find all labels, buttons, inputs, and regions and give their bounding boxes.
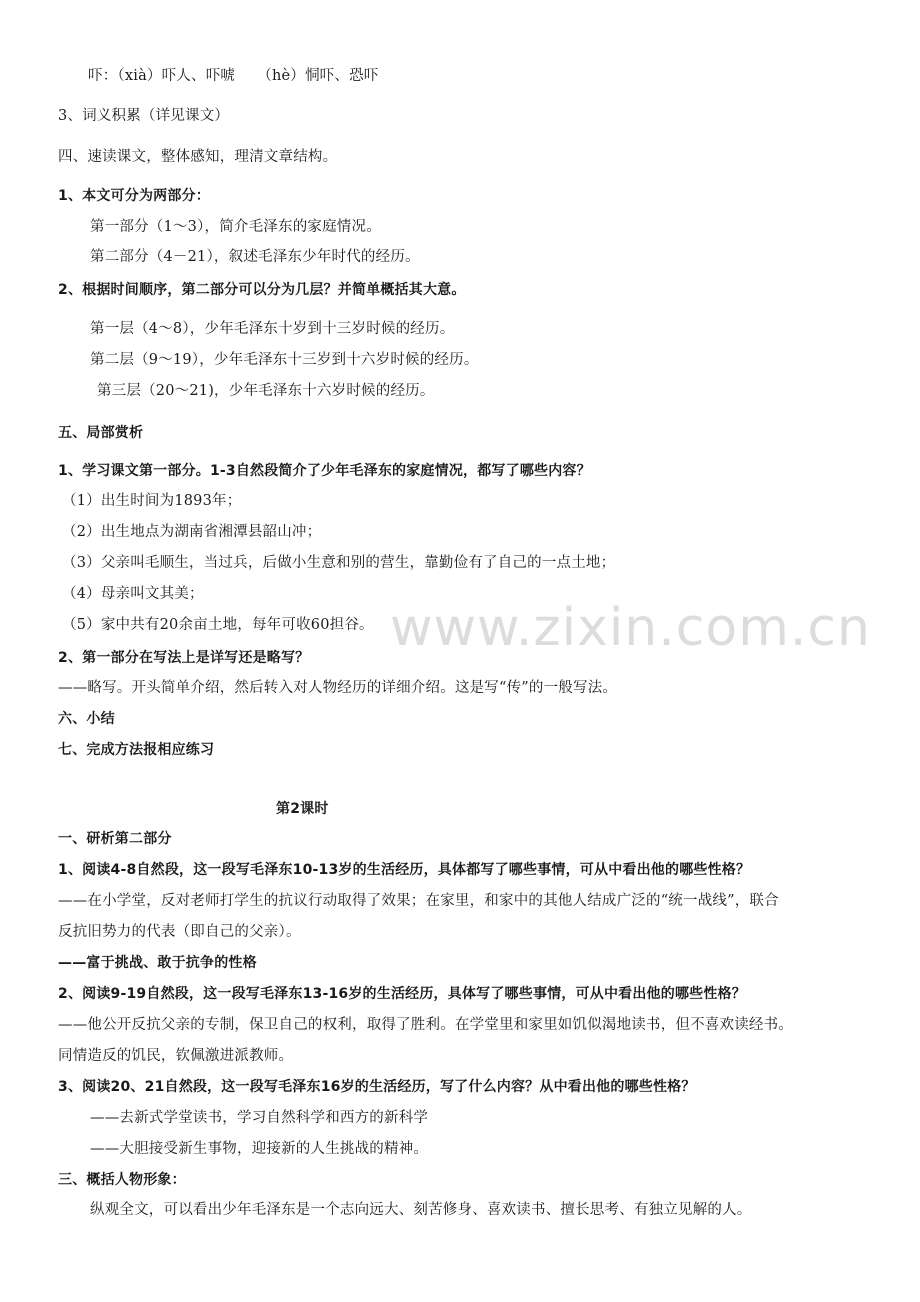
text-line-answer: ——他公开反抗父亲的专制，保卫自己的权利，取得了胜利。在学堂里和家里如饥似渴地读书，但不喜欢读经书。: [58, 1017, 793, 1033]
watermark: www.zixin.com.cn: [390, 598, 871, 658]
section-heading-6: 六、小结: [58, 711, 115, 727]
question-heading-2: 2、根据时间顺序，第二部分可以分为几层？并简单概括其大意。: [58, 282, 466, 298]
question-heading-1: 1、本文可分为两部分：: [58, 188, 210, 204]
text-line-summary: 纵观全文，可以看出少年毛泽东是一个志向远大、刻苦修身、喜欢读书、擅长思考、有独立见解的人。: [90, 1202, 752, 1218]
text-line-answer: 同情造反的饥民，钦佩激进派教师。: [58, 1048, 294, 1064]
section-heading-5: 五、局部赏析: [58, 425, 144, 441]
text-line-pronunciation: 吓：（xià）吓人、吓唬 （hè）恫吓、恐吓: [88, 68, 379, 84]
question-heading-5: 1、阅读4-8自然段，这一段写毛泽东10-13岁的生活经历，具体都写了哪些事情，可从中看出他的哪些性格？: [58, 862, 751, 878]
question-heading-7: 3、阅读20、21自然段，这一段写毛泽东16岁的生活经历，写了什么内容？从中看出他的哪些性格？: [58, 1079, 696, 1095]
text-line-layer3: 第三层（20～21)，少年毛泽东十六岁时候的经历。: [97, 383, 435, 399]
text-line-part1: 第一部分（1～3），简介毛泽东的家庭情况。: [90, 219, 381, 235]
list-item: （4）母亲叫文其美；: [62, 586, 204, 602]
section-heading-3: 三、概括人物形象：: [58, 1172, 186, 1188]
text-line-answer: ——略写。开头简单介绍，然后转入对人物经历的详细介绍。这是写“传”的一般写法。: [58, 680, 618, 696]
list-item: （5）家中共有20余亩土地，每年可收60担谷。: [62, 617, 374, 633]
text-line-answer: 反抗旧势力的代表（即自己的父亲）。: [58, 924, 301, 940]
list-item: （1）出生时间为1893年；: [62, 493, 242, 509]
text-line-answer: ——去新式学堂读书，学习自然科学和西方的新科学: [90, 1110, 429, 1126]
text-line-answer: ——在小学堂，反对老师打学生的抗议行动取得了效果；在家里，和家中的其他人结成广泛的“统一战线”，联合: [58, 893, 779, 909]
text-line-layer1: 第一层（4～8），少年毛泽东十岁到十三岁时候的经历。: [90, 321, 455, 337]
lesson-title: 第2课时: [276, 801, 329, 817]
list-item: （3）父亲叫毛顺生，当过兵，后做小生意和别的营生，靠勤俭有了自己的一点土地；: [62, 555, 616, 571]
question-heading-3: 1、学习课文第一部分。1-3自然段简介了少年毛泽东的家庭情况，都写了哪些内容？: [58, 463, 591, 479]
section-heading-7: 七、完成方法报相应练习: [58, 742, 215, 758]
text-line-trait: ——富于挑战、敢于抗争的性格: [58, 955, 257, 971]
text-line-vocab: 3、词义积累（详见课文）: [58, 108, 230, 124]
list-item: （2）出生地点为湖南省湘潭县韶山冲；: [62, 524, 322, 540]
question-heading-6: 2、阅读9-19自然段，这一段写毛泽东13-16岁的生活经历，具体写了哪些事情，可从中看出他的哪些性格？: [58, 986, 746, 1002]
question-heading-4: 2、第一部分在写法上是详写还是略写？: [58, 650, 310, 666]
text-line-layer2: 第二层（9～19），少年毛泽东十三岁到十六岁时候的经历。: [90, 352, 479, 368]
text-line-answer: ——大胆接受新生事物，迎接新的人生挑战的精神。: [90, 1141, 429, 1157]
section-heading-part2: 一、研析第二部分: [58, 831, 172, 847]
text-line-part2: 第二部分（4－21），叙述毛泽东少年时代的经历。: [90, 249, 420, 265]
section-heading-4: 四、速读课文，整体感知，理清文章结构。: [58, 149, 338, 165]
